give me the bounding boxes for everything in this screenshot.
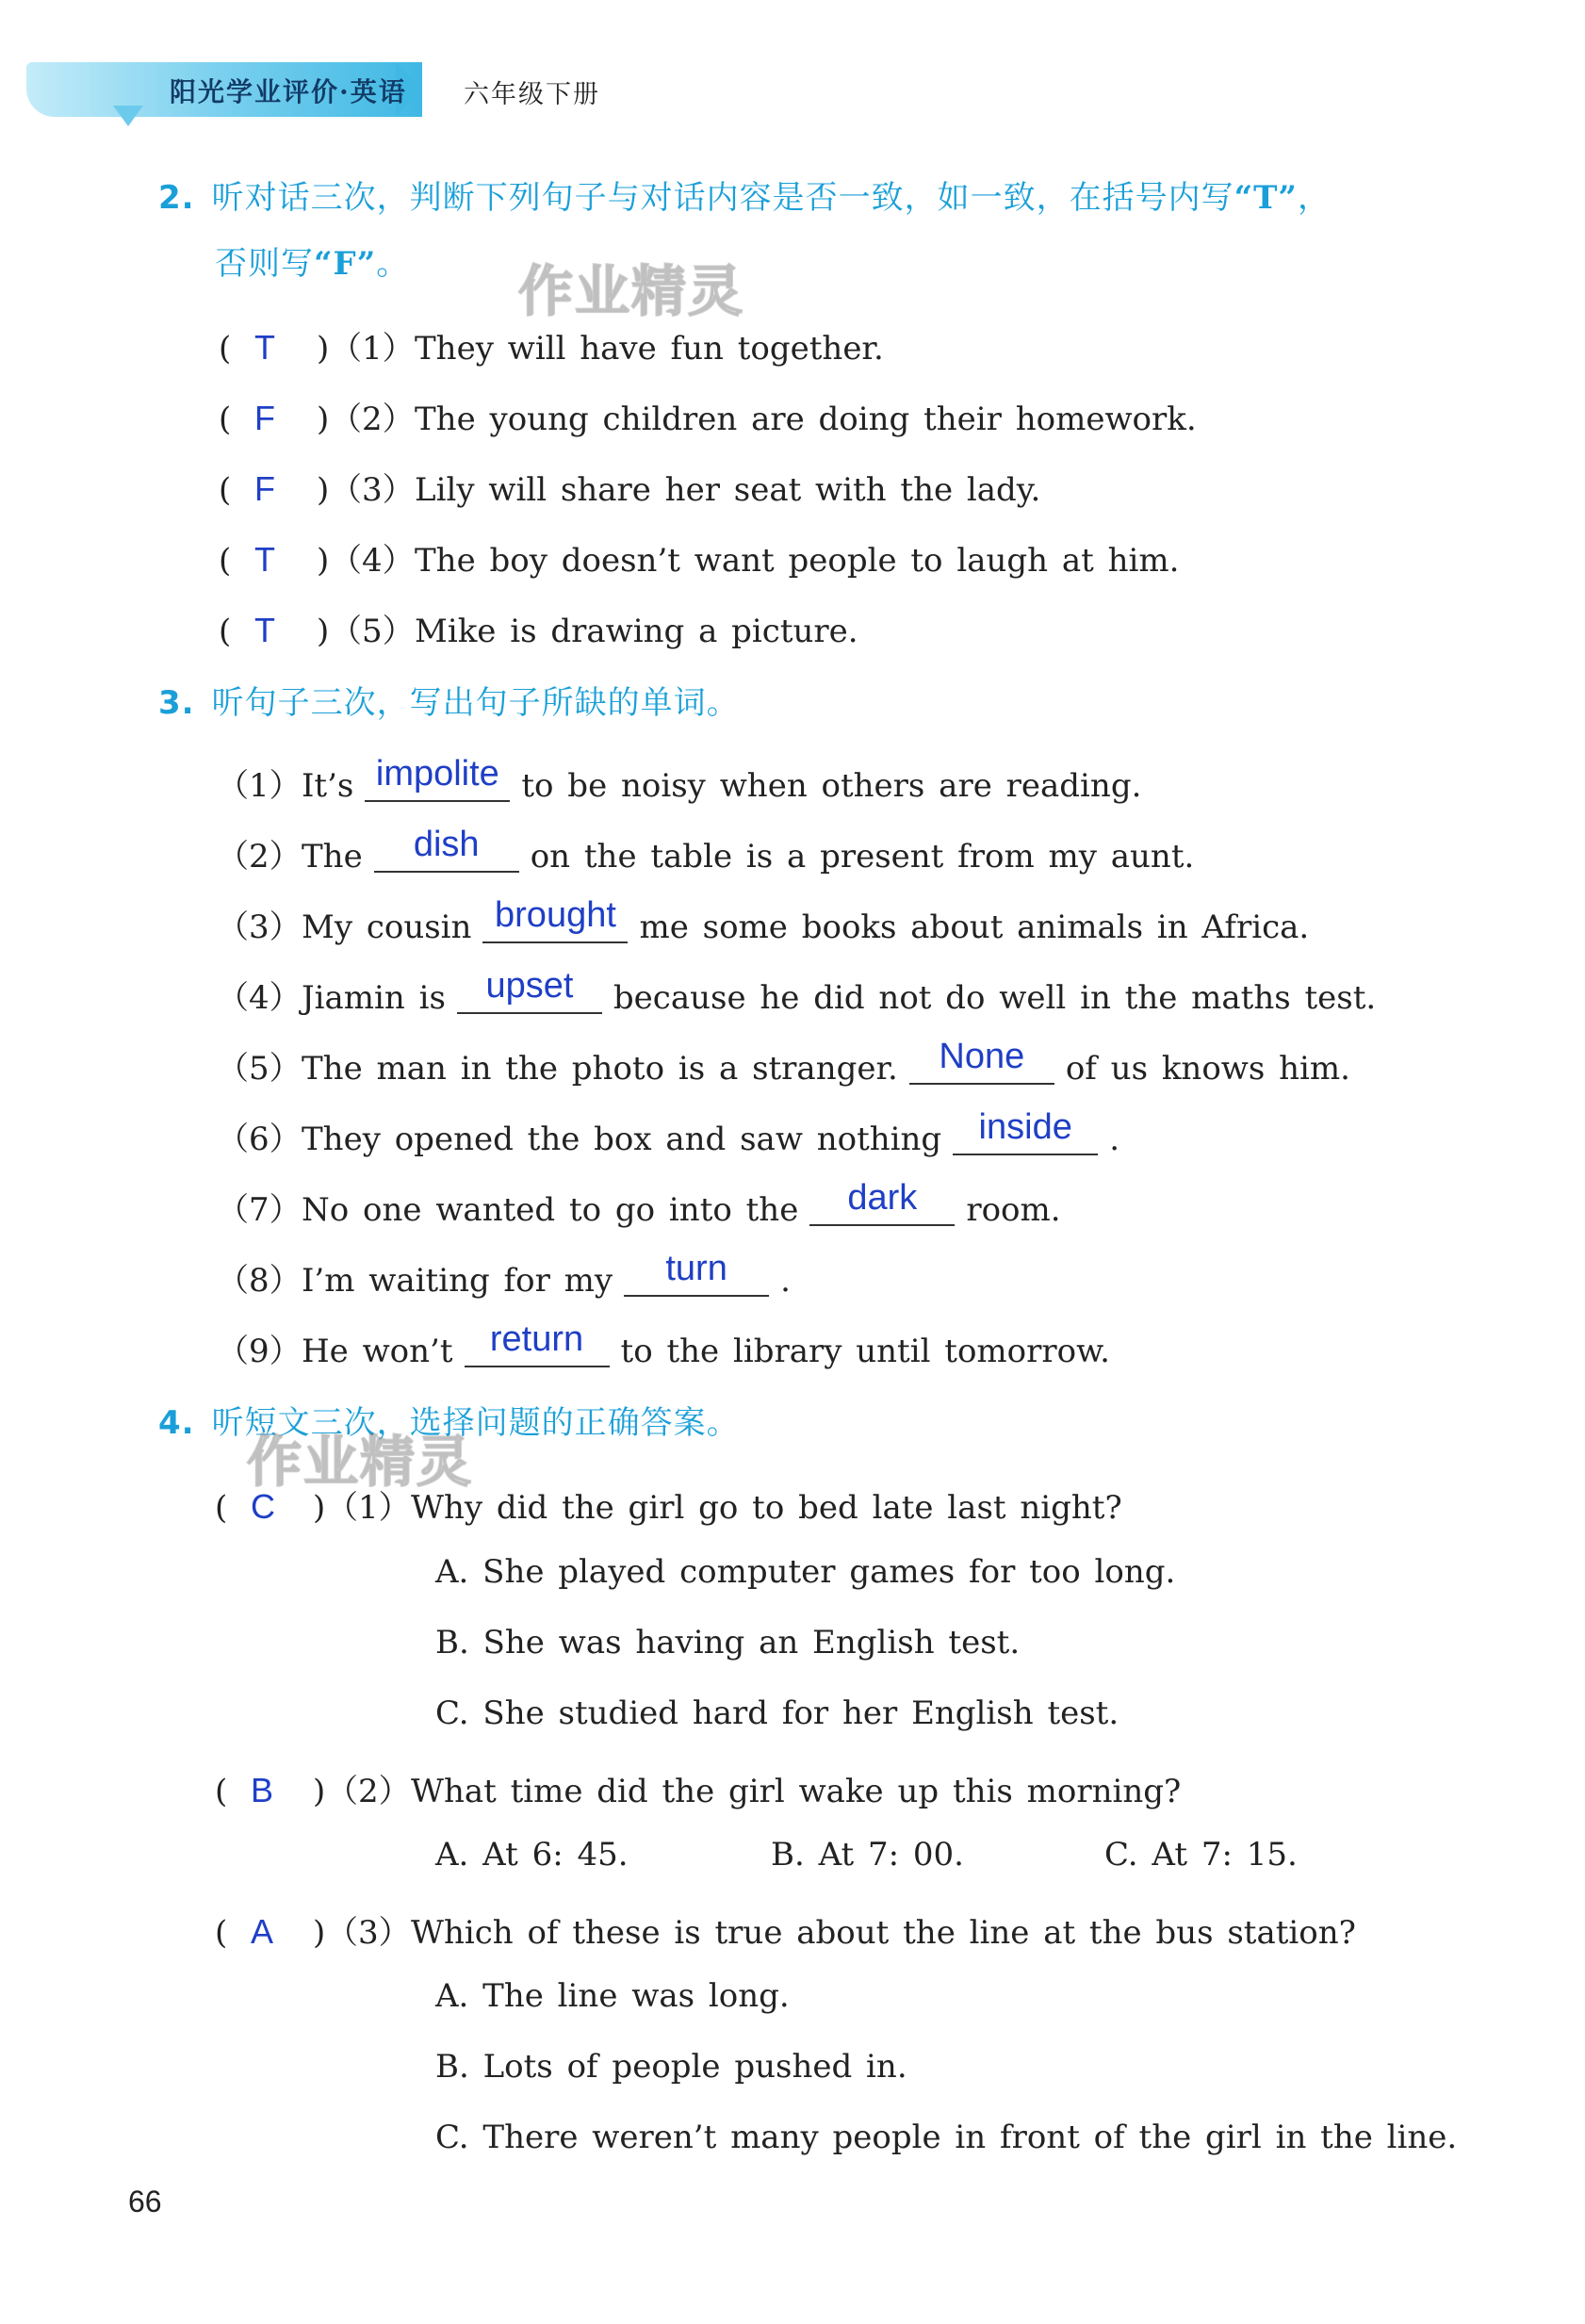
section-3-instruction: 听句子三次，写出句子所缺的单词。	[211, 684, 740, 722]
blank-answer: inside	[978, 1107, 1072, 1147]
item-before: Jiamin is	[302, 979, 446, 1017]
item-text: Lily will share her seat with the lady.	[415, 471, 1041, 509]
answer-blank	[953, 1107, 1098, 1155]
item-index: （7）	[217, 1191, 302, 1229]
blank-answer: brought	[495, 895, 616, 935]
item-text: Mike is drawing a picture.	[415, 613, 858, 650]
item-after: to be noisy when others are reading.	[521, 767, 1142, 805]
item-index: （4）	[330, 542, 415, 580]
answer-blank	[457, 966, 602, 1014]
q3-option-c: C. There weren’t many people in front of the girl in the line.	[435, 2119, 1458, 2156]
section-2-number: 2.	[158, 179, 195, 217]
item-index: （3）	[330, 471, 415, 509]
answer-paren: ( A )	[215, 1912, 326, 1952]
q3-option-a: A. The line was long.	[435, 1977, 790, 2015]
answer-value: T	[254, 540, 275, 579]
item-before: It’s	[302, 767, 354, 805]
mc-question-2	[215, 1765, 1181, 1811]
item-index: （2）	[326, 1773, 411, 1810]
tf-item-1	[219, 322, 884, 368]
blank-answer: upset	[485, 966, 574, 1006]
item-index: （1）	[326, 1489, 411, 1527]
item-index: （2）	[330, 401, 415, 438]
section-2-instruction-b: ，	[1298, 179, 1331, 217]
fill-item-7	[217, 1178, 1061, 1230]
item-before: He won’t	[302, 1333, 453, 1370]
item-text: The young children are doing their homework.	[415, 401, 1197, 438]
grade-label: 六年级下册	[464, 80, 600, 109]
answer-blank	[482, 895, 628, 943]
q1-option-b: B. She was having an English test.	[435, 1624, 1021, 1661]
page-number: 66	[128, 2185, 162, 2218]
q1-option-c: C. She studied hard for her English test.	[435, 1694, 1119, 1732]
section-2-instruction-a: 听对话三次，判断下列句子与对话内容是否一致，如一致，在括号内写	[211, 179, 1234, 217]
blank-answer: turn	[665, 1249, 727, 1288]
item-index: （3）	[217, 908, 302, 946]
answer-value: A	[251, 1912, 274, 1951]
fill-item-1	[217, 754, 1142, 806]
item-index: （8）	[217, 1262, 302, 1300]
fill-item-4	[217, 966, 1377, 1018]
section-3-heading	[158, 677, 740, 723]
section-2-heading-line2	[215, 237, 409, 284]
answer-paren: ( F )	[219, 399, 330, 438]
blank-answer: dark	[847, 1178, 918, 1218]
answer-paren: ( T )	[219, 540, 330, 580]
question-text: Why did the girl go to bed late last night?	[411, 1489, 1122, 1527]
answer-blank	[809, 1178, 955, 1226]
item-after: room.	[966, 1191, 1061, 1229]
blank-answer: dish	[413, 825, 480, 864]
item-index: （9）	[217, 1333, 302, 1370]
item-before: They opened the box and saw nothing	[302, 1121, 942, 1158]
answer-blank	[374, 825, 519, 873]
fill-item-2	[217, 825, 1195, 876]
answer-value: F	[254, 469, 275, 508]
fill-item-8	[217, 1249, 791, 1301]
answer-blank	[365, 754, 510, 802]
item-before: I’m waiting for my	[302, 1262, 613, 1300]
answer-paren: ( C )	[215, 1487, 326, 1527]
fill-item-9	[217, 1319, 1110, 1371]
tf-item-2	[219, 393, 1197, 439]
item-before: The man in the photo is a stranger.	[302, 1050, 898, 1088]
q2-option-a: A. At 6: 45.	[435, 1836, 629, 1874]
answer-blank	[909, 1037, 1054, 1085]
fill-item-3	[217, 895, 1310, 947]
item-after: to the library until tomorrow.	[620, 1333, 1110, 1370]
tf-item-5	[219, 605, 858, 651]
answer-value: C	[251, 1487, 275, 1526]
item-after: because he did not do well in the maths test.	[613, 979, 1377, 1017]
section-3-number: 3.	[158, 684, 195, 722]
item-after: .	[1109, 1121, 1120, 1158]
answer-paren: ( F )	[219, 469, 330, 509]
mark-f: “F”	[314, 245, 377, 283]
item-after: me some books about animals in Africa.	[639, 908, 1310, 946]
section-2-instruction-c: 否则写	[215, 245, 314, 283]
item-index: （5）	[330, 613, 415, 650]
answer-paren: ( B )	[215, 1771, 326, 1810]
item-index: （4）	[217, 979, 302, 1017]
mc-question-3	[215, 1907, 1356, 1953]
item-after: of us knows him.	[1065, 1050, 1350, 1088]
blank-answer: None	[939, 1037, 1025, 1076]
question-text: Which of these is true about the line at the bus station?	[411, 1914, 1356, 1952]
item-index: （3）	[326, 1914, 411, 1952]
answer-value: F	[254, 399, 275, 437]
answer-paren: ( T )	[219, 611, 330, 650]
watermark-1: 作业精灵	[518, 259, 745, 323]
fill-item-5	[217, 1037, 1350, 1088]
answer-paren: ( T )	[219, 328, 330, 368]
item-index: （2）	[217, 838, 302, 876]
item-before: No one wanted to go into the	[302, 1191, 799, 1229]
item-index: （6）	[217, 1121, 302, 1158]
answer-value: T	[254, 611, 275, 649]
answer-value: B	[251, 1771, 274, 1809]
answer-value: T	[254, 328, 275, 367]
item-text: The boy doesn’t want people to laugh at him.	[415, 542, 1180, 580]
q2-option-b: B. At 7: 00.	[771, 1836, 964, 1874]
section-4-instruction: 听短文三次，选择问题的正确答案。	[211, 1404, 740, 1442]
item-before: My cousin	[302, 908, 472, 946]
section-2-heading	[158, 172, 1331, 218]
mark-t: “T”	[1234, 179, 1298, 217]
question-text: What time did the girl wake up this morning?	[411, 1773, 1182, 1810]
q2-option-c: C. At 7: 15.	[1104, 1836, 1298, 1874]
blank-answer: return	[489, 1319, 584, 1359]
q3-option-b: B. Lots of people pushed in.	[435, 2048, 907, 2086]
section-2-instruction-d: 。	[376, 245, 410, 283]
item-index: （1）	[330, 330, 415, 368]
item-index: （5）	[217, 1050, 302, 1088]
item-before: The	[302, 838, 363, 876]
watermark-2: 作业精灵	[247, 1430, 474, 1494]
answer-blank	[624, 1249, 769, 1297]
header-ribbon-tail	[113, 106, 143, 126]
tf-item-4	[219, 534, 1179, 581]
series-title: 阳光学业评价·英语	[170, 76, 407, 107]
item-after: .	[780, 1262, 791, 1300]
item-after: on the table is a present from my aunt.	[530, 838, 1195, 876]
item-index: （1）	[217, 767, 302, 805]
tf-item-3	[219, 464, 1040, 510]
section-4-number: 4.	[158, 1404, 195, 1442]
q1-option-a: A. She played computer games for too long.	[435, 1553, 1176, 1591]
item-text: They will have fun together.	[415, 330, 884, 368]
answer-blank	[465, 1319, 610, 1367]
blank-answer: impolite	[375, 754, 499, 794]
fill-item-6	[217, 1107, 1120, 1159]
mc-question-1	[215, 1481, 1122, 1528]
